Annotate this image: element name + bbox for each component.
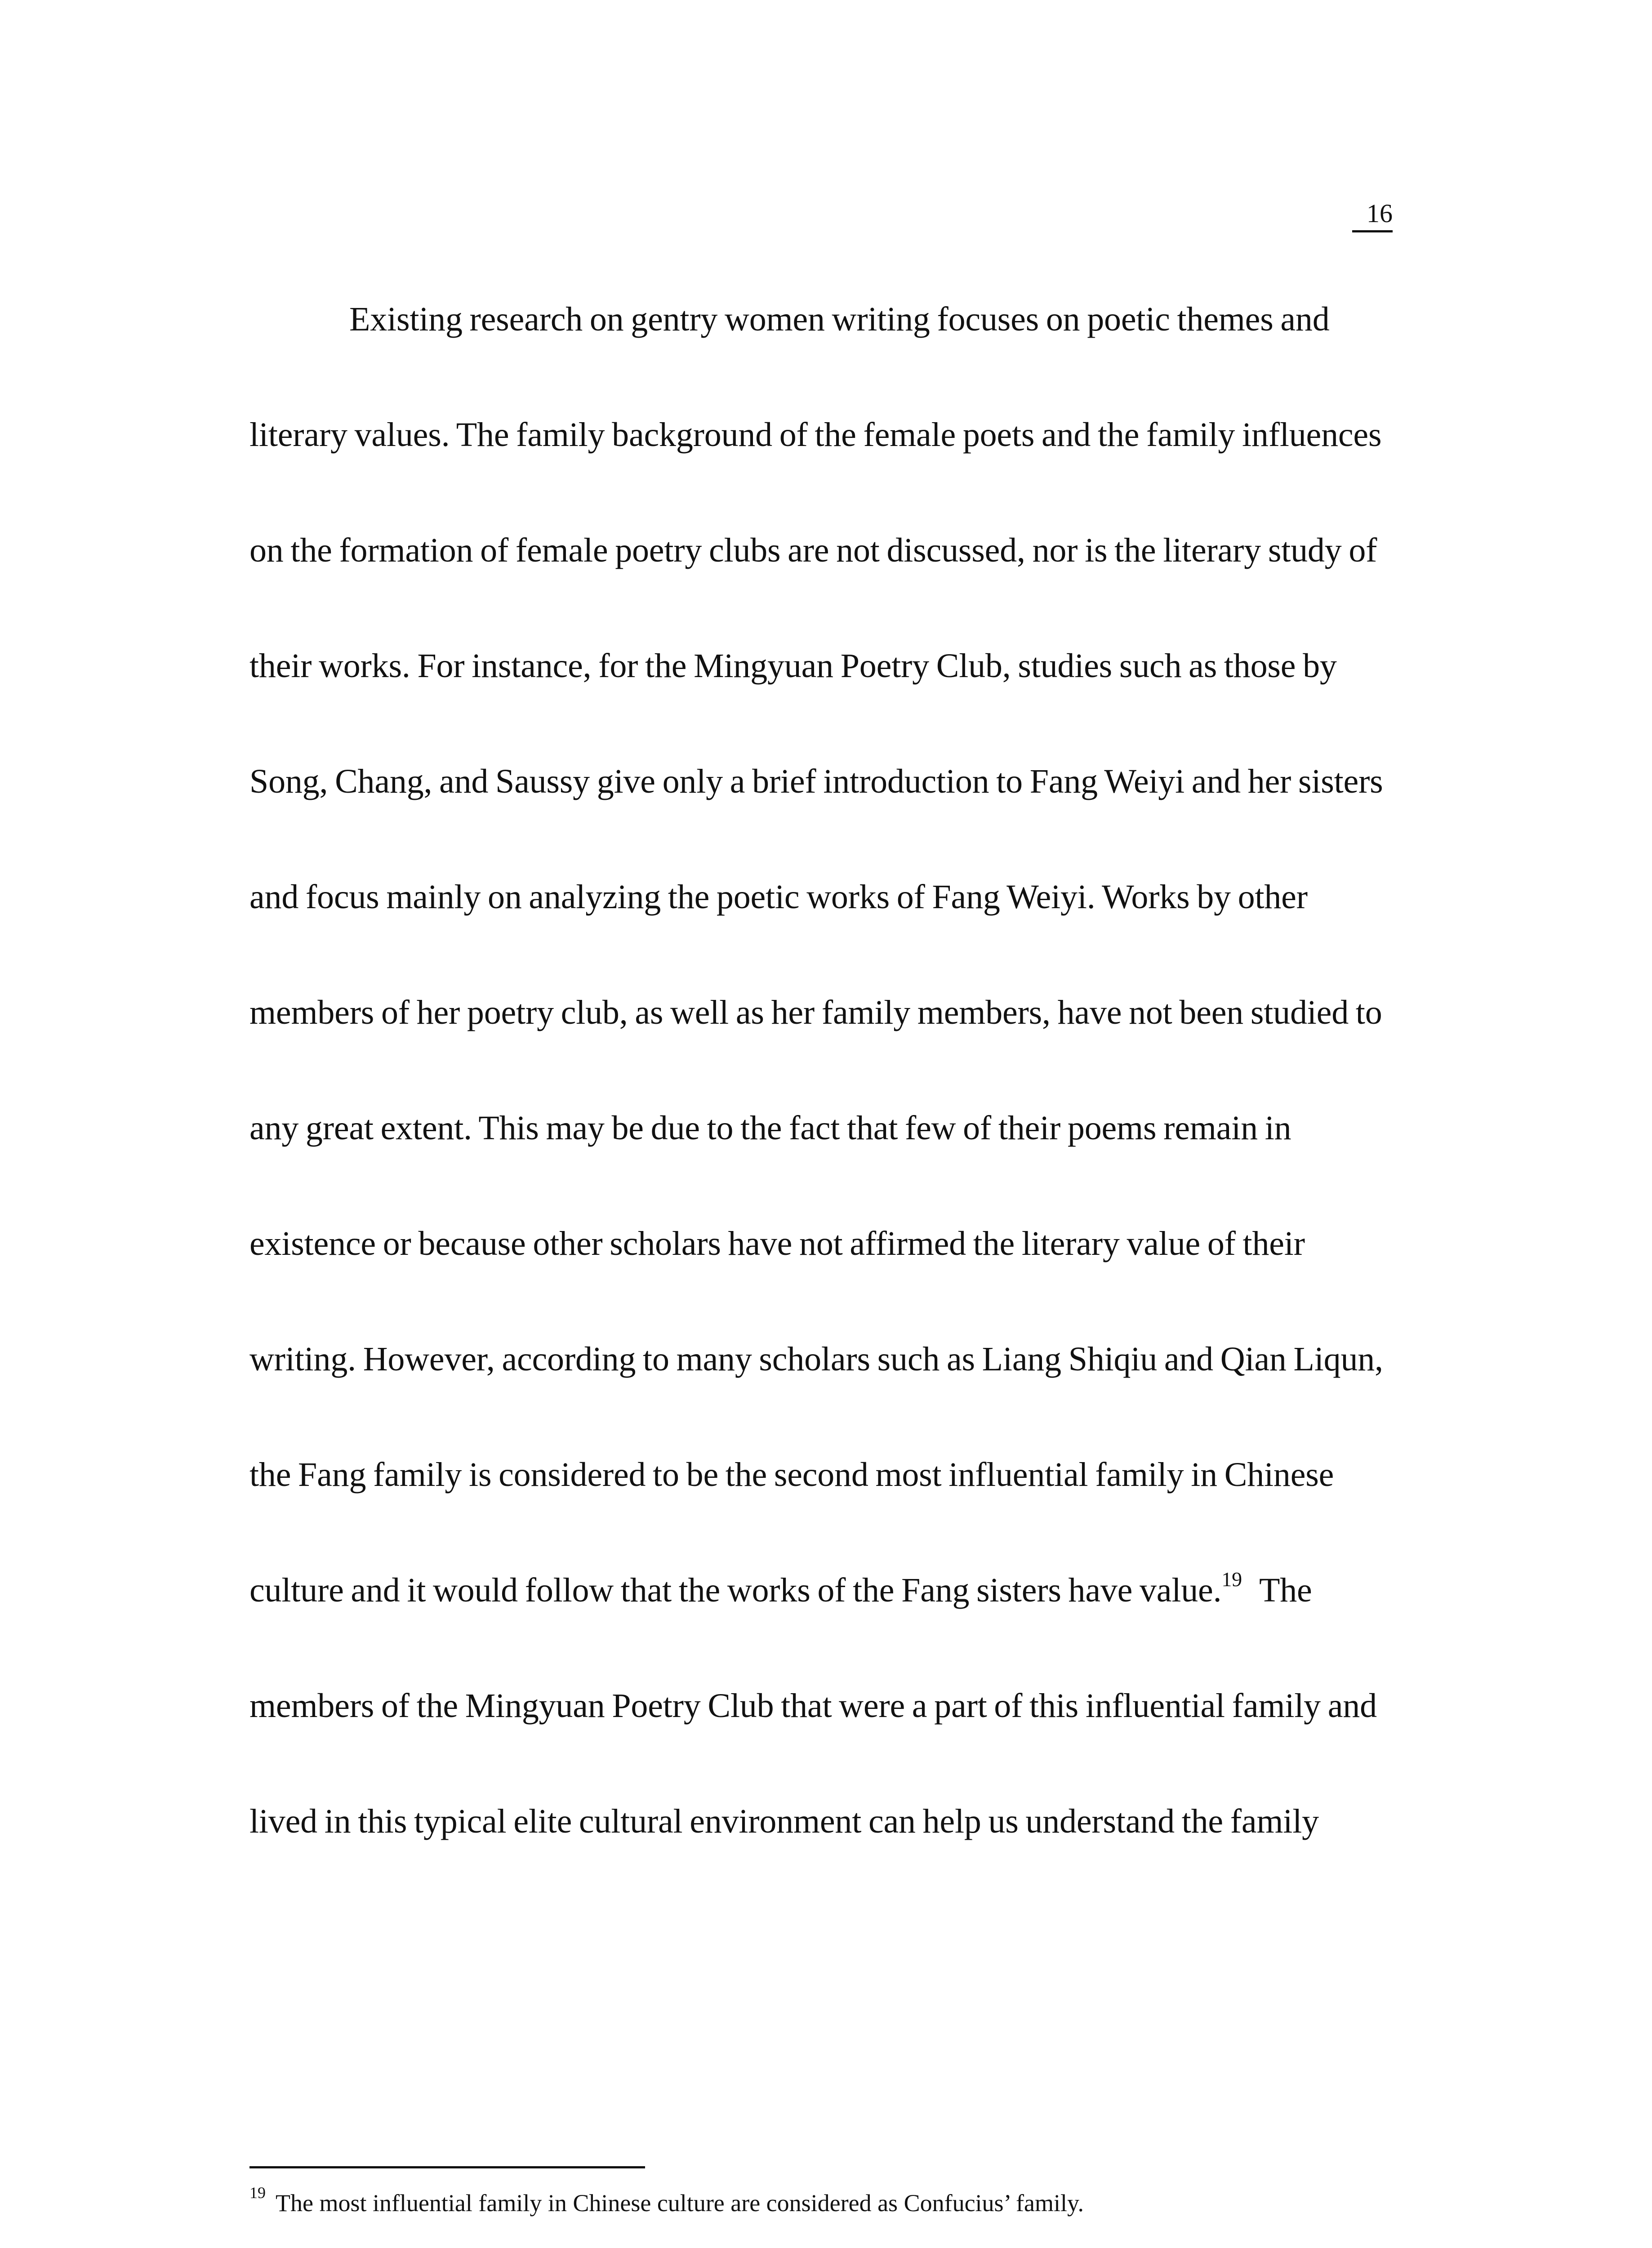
paragraph-line: literary values. The family background of the female poets and the family influences <box>249 416 1382 454</box>
footnote-marker: 19 <box>249 2184 266 2202</box>
paragraph-line: the Fang family is considered to be the second most influential family in Chinese <box>249 1456 1334 1494</box>
paragraph-line: Song, Chang, and Saussy give only a brief introduction to Fang Weiyi and her sisters <box>249 763 1383 800</box>
paragraph-line: writing. However, according to many scholars such as Liang Shiqiu and Qian Liqun, <box>249 1340 1383 1378</box>
paragraph-line: existence or because other scholars have not affirmed the literary value of their <box>249 1225 1305 1262</box>
footnote-separator <box>249 2166 645 2168</box>
paragraph-line: and focus mainly on analyzing the poetic works of Fang Weiyi. Works by other <box>249 878 1308 916</box>
footnote-text: The most influential family in Chinese culture are considered as Confucius’ family. <box>276 2190 1084 2217</box>
paragraph-line: lived in this typical elite cultural environment can help us understand the family <box>249 1802 1319 1840</box>
paragraph-line <box>249 1568 1312 1613</box>
paragraph-line-text: culture and it would follow that the works of the Fang sisters have value. <box>249 1571 1222 1609</box>
footnote <box>249 2185 1084 2221</box>
paragraph-line: members of her poetry club, as well as her family members, have not been studied to <box>249 994 1382 1031</box>
paragraph-line: on the formation of female poetry clubs are not discussed, nor is the literary study of <box>249 531 1377 569</box>
page-number: 16 <box>1352 198 1393 232</box>
paragraph-line: any great extent. This may be due to the fact that few of their poems remain in <box>249 1109 1291 1147</box>
paragraph-line-tail: The <box>1259 1571 1312 1609</box>
paragraph-line: members of the Mingyuan Poetry Club that were a part of this influential family and <box>249 1687 1377 1725</box>
paragraph-line: Existing research on gentry women writing focuses on poetic themes and <box>349 300 1330 338</box>
footnote-reference[interactable]: 19 <box>1221 1567 1242 1591</box>
paragraph-line: their works. For instance, for the Mingyuan Poetry Club, studies such as those by <box>249 647 1337 685</box>
